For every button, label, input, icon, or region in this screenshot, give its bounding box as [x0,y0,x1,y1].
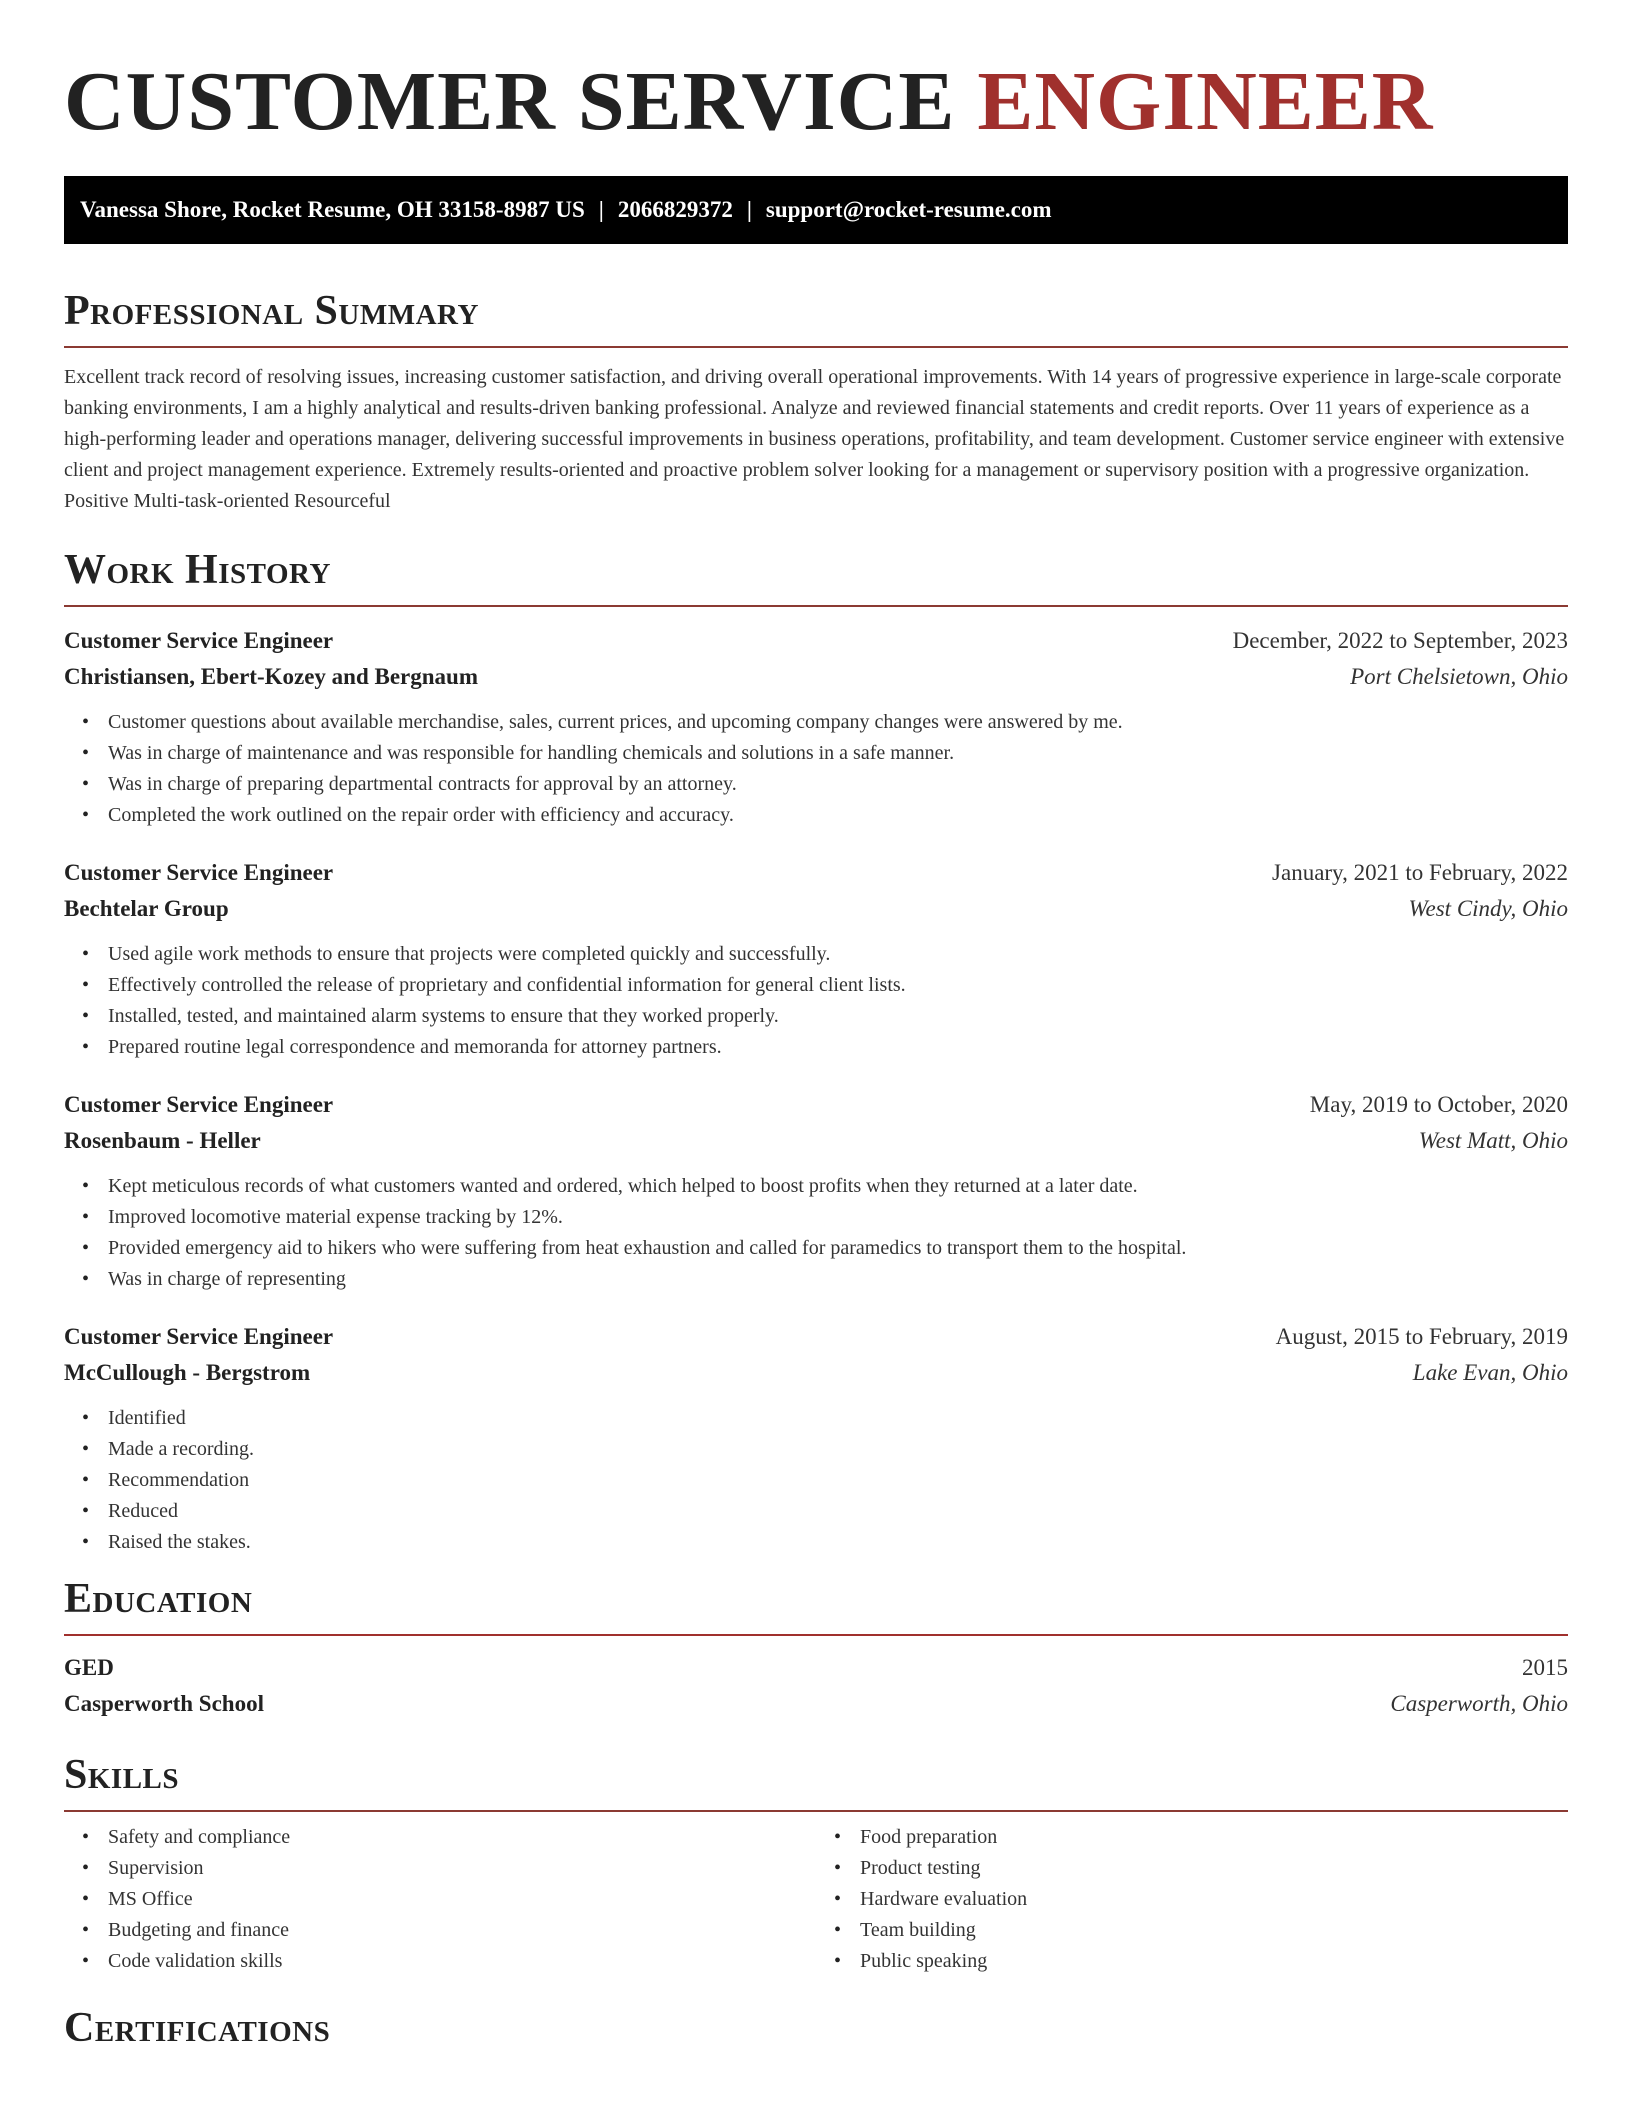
contact-separator: | [598,197,604,222]
job-title: Customer Service Engineer [64,1324,334,1349]
skills-list-right [816,1822,1568,1977]
job-company-row [64,1123,1568,1159]
job-bullets [64,1171,1568,1295]
section-divider [64,346,1568,348]
section-heading-certifications: Certifications [64,2005,331,2051]
summary-section [64,286,1568,517]
job-bullets [64,1403,1568,1558]
job-bullet: • Kept meticulous records of what customers wanted and ordered, which helped to boost profits when they returned at a later date. [108,1171,1568,1202]
job-location: West Matt, Ohio [1418,1128,1568,1153]
education-section [64,1574,1568,1722]
skill-item: • Food preparation [860,1822,1568,1853]
education-school: Casperworth School [64,1691,264,1716]
job-bullet: • Customer questions about available merchandise, sales, current prices, and upcoming company changes were answered by me. [108,707,1568,738]
title-main: CUSTOMER SERVICE [64,55,956,148]
skill-item: • MS Office [108,1884,816,1915]
section-divider [64,605,1568,607]
education-location: Casperworth, Ohio [1390,1691,1568,1716]
job-bullet: • Recommendation [108,1465,1568,1496]
job-bullet: • Installed, tested, and maintained alarm systems to ensure that they worked properly. [108,1001,1568,1032]
job-company-row [64,891,1568,927]
job-bullets [64,707,1568,831]
job-bullet: • Raised the stakes. [108,1527,1568,1558]
job-bullet: • Was in charge of maintenance and was responsible for handling chemicals and solutions in a safe manner. [108,738,1568,769]
job-dates: December, 2022 to September, 2023 [1232,628,1568,653]
job-bullet: • Was in charge of preparing departmental contracts for approval by an attorney. [108,769,1568,800]
skill-item: • Product testing [860,1853,1568,1884]
job-bullet: • Improved locomotive material expense tracking by 12%. [108,1202,1568,1233]
job-title: Customer Service Engineer [64,1092,334,1117]
section-divider [64,1634,1568,1636]
skill-item: • Budgeting and finance [108,1915,816,1946]
job-bullet: • Prepared routine legal correspondence and memoranda for attorney partners. [108,1032,1568,1063]
job-location: Port Chelsietown, Ohio [1350,664,1568,689]
job-header-row [64,1319,1568,1355]
title-accent: ENGINEER [977,55,1434,148]
job-dates: August, 2015 to February, 2019 [1275,1324,1568,1349]
section-heading-summary: Professional Summary [64,288,479,334]
skill-item: • Safety and compliance [108,1822,816,1853]
job-bullet: • Was in charge of representing [108,1264,1568,1295]
education-school-row [64,1686,1568,1722]
job-bullets [64,939,1568,1063]
summary-text: Excellent track record of resolving issues, increasing customer satisfaction, and driving overall operational improvements. With 14 years of progressive experience in large-scale corporate banking environments, I am a highly analytical and results-driven banking professional. Analyze and reviewed financial statements and credit reports. Over 11 years of experience as a high-performing leader and operations manager, delivering successful improvements in business operations, profitability, and team development. Customer service engineer with extensive client and project management experience. Extremely results-oriented and proactive problem solver looking for a management or supervisory position with a progressive organization. Positive Multi-task-oriented Resourceful [64,366,1565,512]
job-location: Lake Evan, Ohio [1412,1360,1568,1385]
job-company: Christiansen, Ebert-Kozey and Bergnaum [64,664,478,689]
job-title: Customer Service Engineer [64,860,334,885]
skill-item: • Team building [860,1915,1568,1946]
skill-item: • Hardware evaluation [860,1884,1568,1915]
education-degree: GED [64,1655,114,1680]
job-bullet: • Completed the work outlined on the repair order with efficiency and accuracy. [108,800,1568,831]
education-degree-row [64,1650,1568,1686]
contact-email[interactable]: support@rocket-resume.com [765,197,1052,222]
skill-item: • Supervision [108,1853,816,1884]
job-dates: May, 2019 to October, 2020 [1309,1092,1568,1117]
contact-bar [64,176,1568,244]
skills-list-left [64,1822,816,1977]
job-title: Customer Service Engineer [64,628,334,653]
skills-grid [64,1822,1568,1977]
job-entry [64,1087,1568,1295]
certifications-section [64,2003,1568,2053]
job-entry [64,623,1568,831]
job-bullet: • Reduced [108,1496,1568,1527]
job-bullet: • Provided emergency aid to hikers who were suffering from heat exhaustion and called for paramedics to transport them to the hospital. [108,1233,1568,1264]
education-entry [64,1650,1568,1722]
job-header-row [64,1087,1568,1123]
section-heading-education: Education [64,1576,253,1622]
job-company: McCullough - Bergstrom [64,1360,311,1385]
job-location: West Cindy, Ohio [1408,896,1568,921]
job-header-row [64,855,1568,891]
skills-section [64,1750,1568,1977]
section-heading-work-history: Work History [64,547,331,593]
job-company-row [64,1355,1568,1391]
job-bullet: • Effectively controlled the release of proprietary and confidential information for general client lists. [108,970,1568,1001]
job-dates: January, 2021 to February, 2022 [1272,860,1568,885]
skill-item: • Code validation skills [108,1946,816,1977]
job-company-row [64,659,1568,695]
job-entry [64,855,1568,1063]
section-heading-skills: Skills [64,1752,180,1798]
job-entry [64,1319,1568,1558]
job-bullet: • Made a recording. [108,1434,1568,1465]
education-year: 2015 [1522,1655,1568,1680]
contact-address: Vanessa Shore, Rocket Resume, OH 33158-8987 US [80,197,585,222]
section-divider [64,1810,1568,1812]
job-company: Bechtelar Group [64,896,229,921]
skill-item: • Public speaking [860,1946,1568,1977]
resume-title [64,0,1568,152]
job-bullet: • Identified [108,1403,1568,1434]
work-history-section [64,545,1568,1558]
contact-phone[interactable]: 2066829372 [617,197,733,222]
job-bullet: • Used agile work methods to ensure that projects were completed quickly and successfully. [108,939,1568,970]
job-company: Rosenbaum - Heller [64,1128,261,1153]
job-header-row [64,623,1568,659]
contact-separator: | [746,197,752,222]
